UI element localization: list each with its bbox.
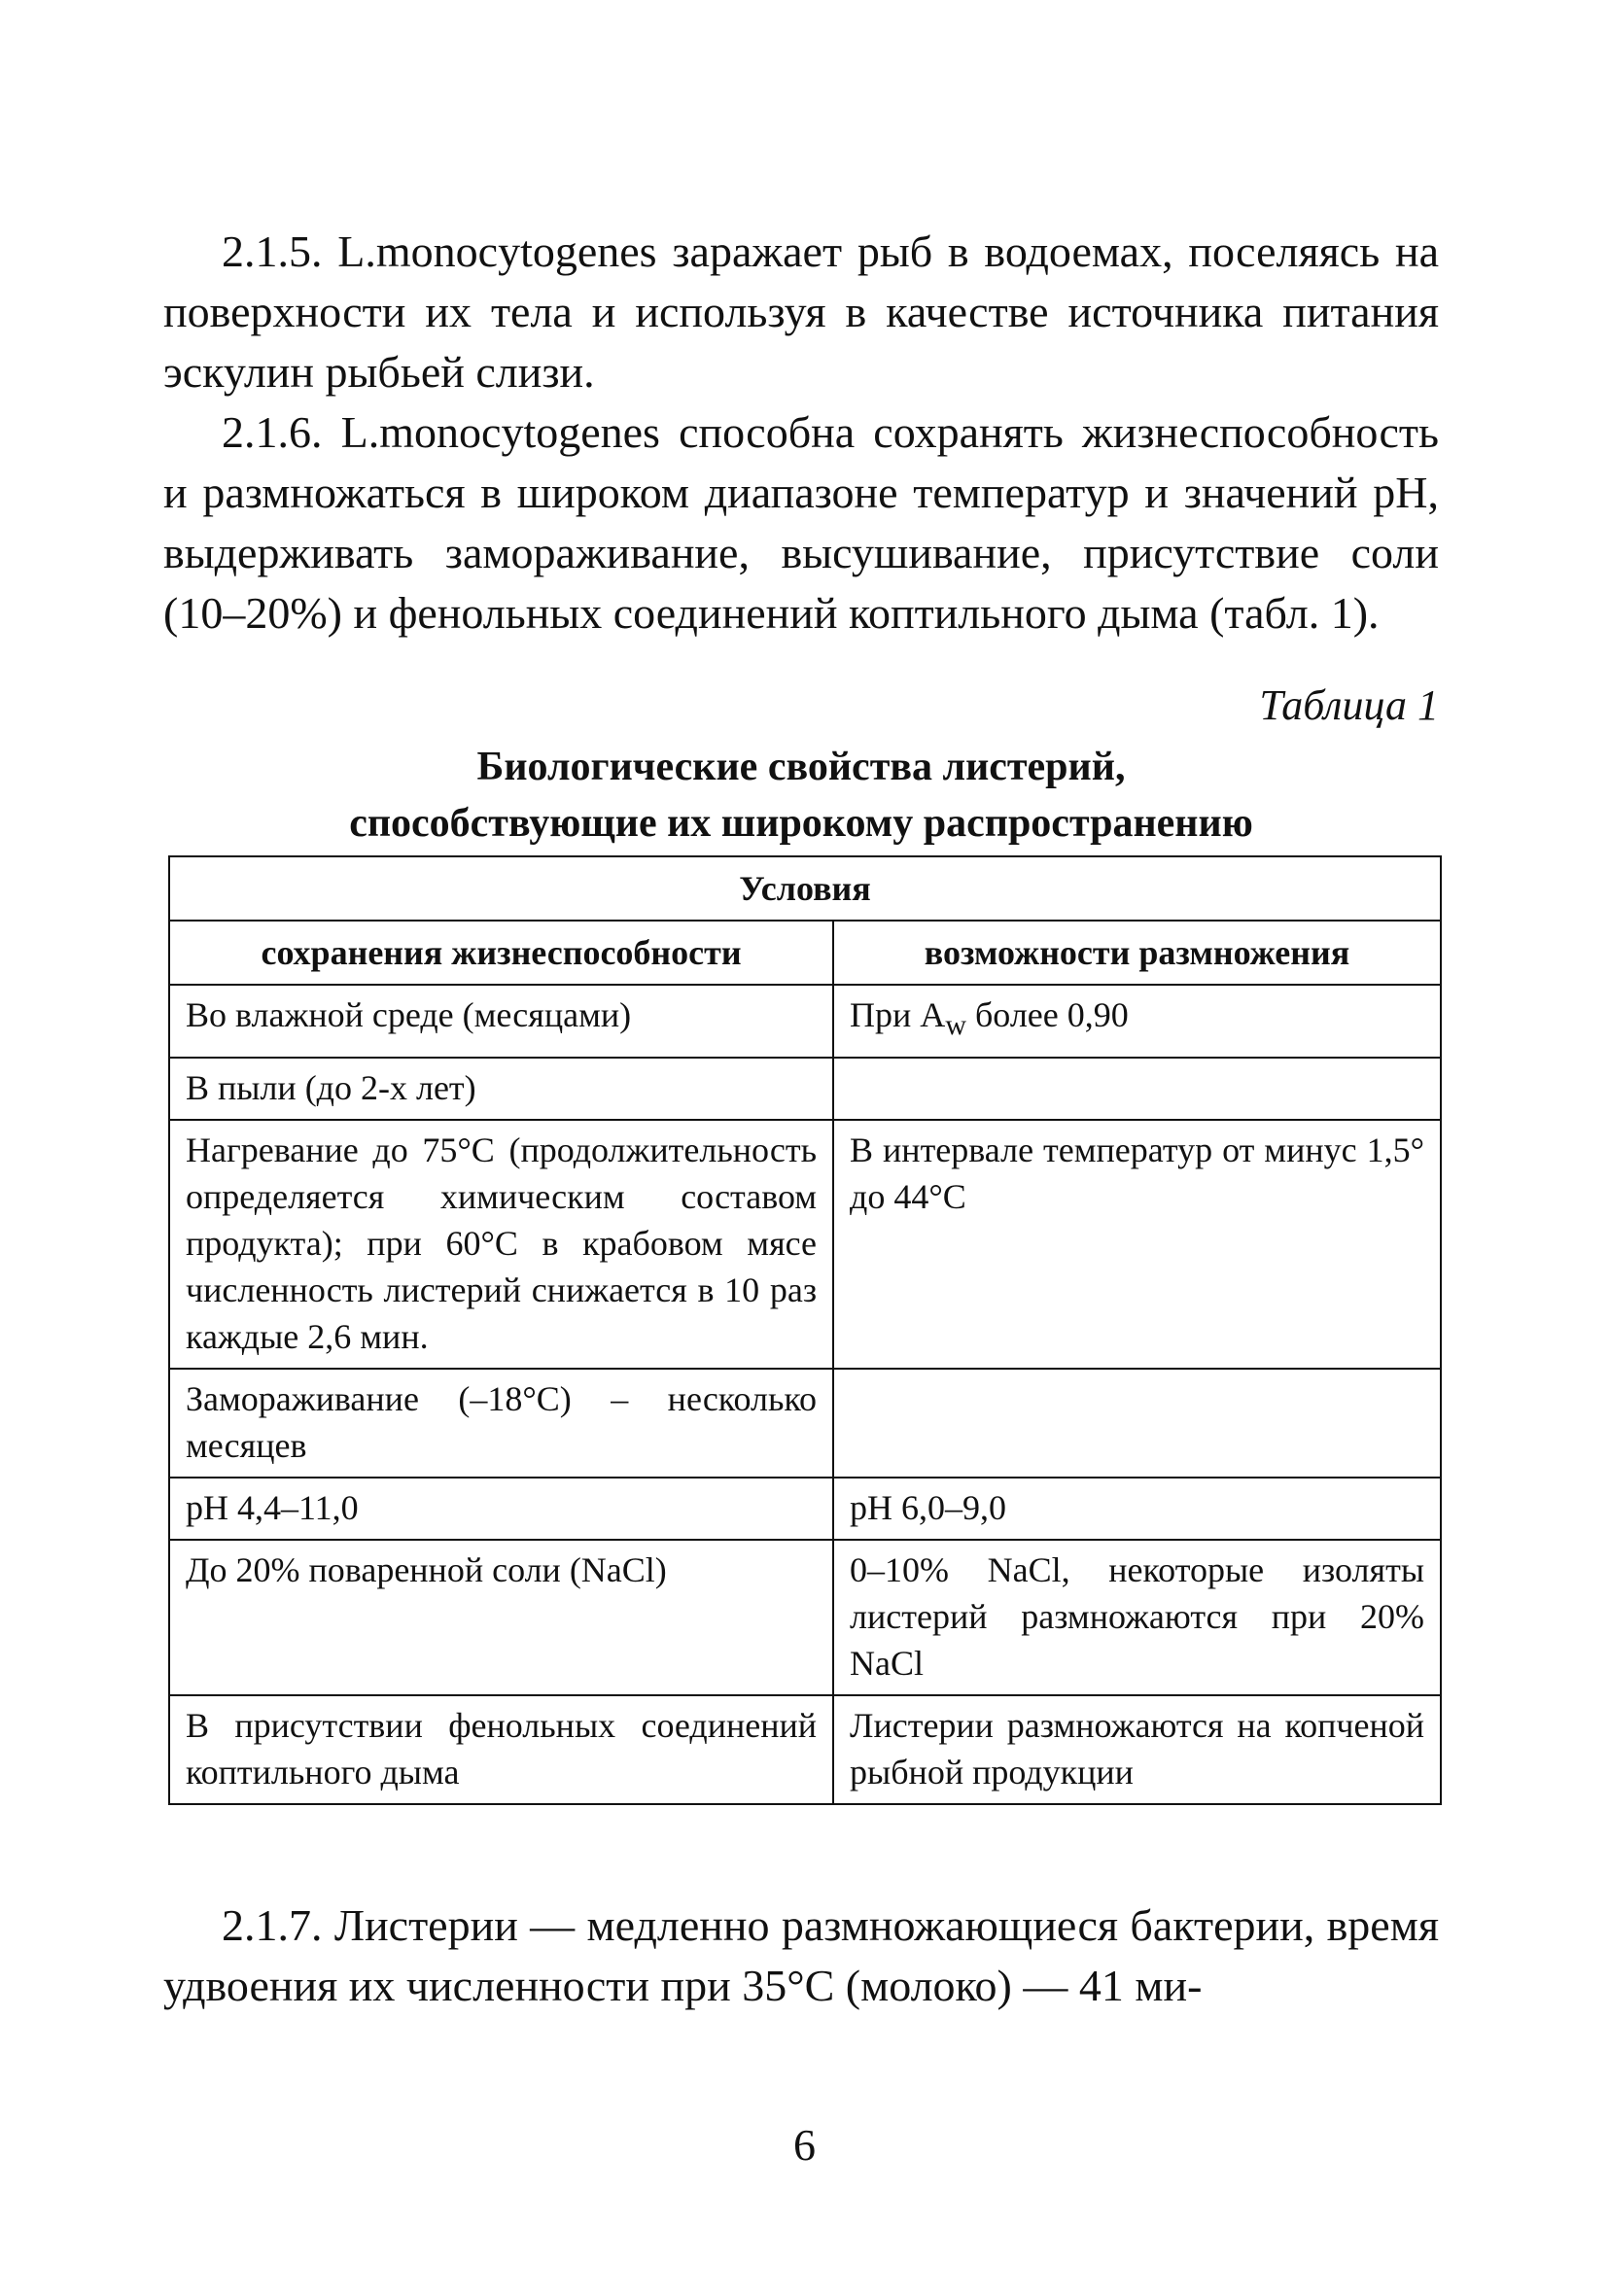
paragraph-2-1-5-text: 2.1.5. L.monocytogenes заражает рыб в водоемах, поселяясь на поверхности их тела и используя в качестве источника питания эскулин рыбьей слизи. xyxy=(163,226,1439,397)
cell-survival: Во влажной среде (месяцами) xyxy=(169,985,833,1058)
table-row xyxy=(169,1478,1441,1540)
cell-growth: 0–10% NaCl, некоторые изоляты листерий размножаются при 20% NaCl xyxy=(833,1540,1441,1695)
page-number: 6 xyxy=(793,2120,816,2170)
cell-growth xyxy=(833,1369,1441,1478)
paragraph-2-1-7 xyxy=(163,1896,1439,2016)
paragraph-2-1-6 xyxy=(163,402,1439,644)
cell-growth: В интервале температур от минус 1,5° до 44°С xyxy=(833,1120,1441,1369)
cell-survival: Нагревание до 75°С (продолжительность определяется химическим составом продукта); при 60°С в крабовом мясе численность листерий снижается в 10 раз каждые 2,6 мин. xyxy=(169,1120,833,1369)
header-survival: сохранения жизнеспособности xyxy=(169,921,833,985)
table-row xyxy=(169,1369,1441,1478)
paragraph-2-1-5 xyxy=(163,222,1439,402)
table-row xyxy=(169,1058,1441,1120)
table-row xyxy=(169,985,1441,1058)
table-row xyxy=(169,1120,1441,1369)
cell-survival: pH 4,4–11,0 xyxy=(169,1478,833,1540)
table-title-line-1: Биологические свойства листерий, xyxy=(476,745,1126,789)
cell-growth xyxy=(833,1058,1441,1120)
cell-growth xyxy=(833,985,1441,1058)
table-title xyxy=(163,739,1439,852)
table-title-line-2: способствующие их широкому распространению xyxy=(349,801,1253,846)
paragraph-2-1-7-text: 2.1.7. Листерии — медленно размножающиеся бактерии, время удвоения их численности при 35°С (молоко) — 41 ми- xyxy=(163,1900,1439,2010)
table-label: Таблица 1 xyxy=(1259,681,1439,729)
cell-growth-suffix: более 0,90 xyxy=(965,995,1129,1034)
cell-growth: Листерии размножаются на копченой рыбной продукции xyxy=(833,1695,1441,1804)
cell-survival: До 20% поваренной соли (NaCl) xyxy=(169,1540,833,1695)
table-row xyxy=(169,1540,1441,1695)
cell-growth-prefix: При A xyxy=(850,995,946,1034)
table-row xyxy=(169,1695,1441,1804)
cell-survival: В присутствии фенольных соединений коптильного дыма xyxy=(169,1695,833,1804)
cell-survival: В пыли (до 2-х лет) xyxy=(169,1058,833,1120)
cell-growth-subscript: w xyxy=(945,1009,966,1042)
header-conditions: Условия xyxy=(169,856,1441,921)
paragraph-2-1-6-text: 2.1.6. L.monocytogenes способна сохранять жизнеспособность и размножаться в широком диапазоне температур и значений pH, выдерживать замораживание, высушивание, присутствие соли (10–20%) и фенольных соединений коптильного дыма (табл. 1). xyxy=(163,407,1439,638)
cell-growth: pH 6,0–9,0 xyxy=(833,1478,1441,1540)
table-header-group-row xyxy=(169,856,1441,921)
listeria-properties-table xyxy=(168,855,1442,1805)
table-header-row xyxy=(169,921,1441,985)
header-growth: возможности размножения xyxy=(833,921,1441,985)
cell-survival: Замораживание (–18°С) – несколько месяцев xyxy=(169,1369,833,1478)
